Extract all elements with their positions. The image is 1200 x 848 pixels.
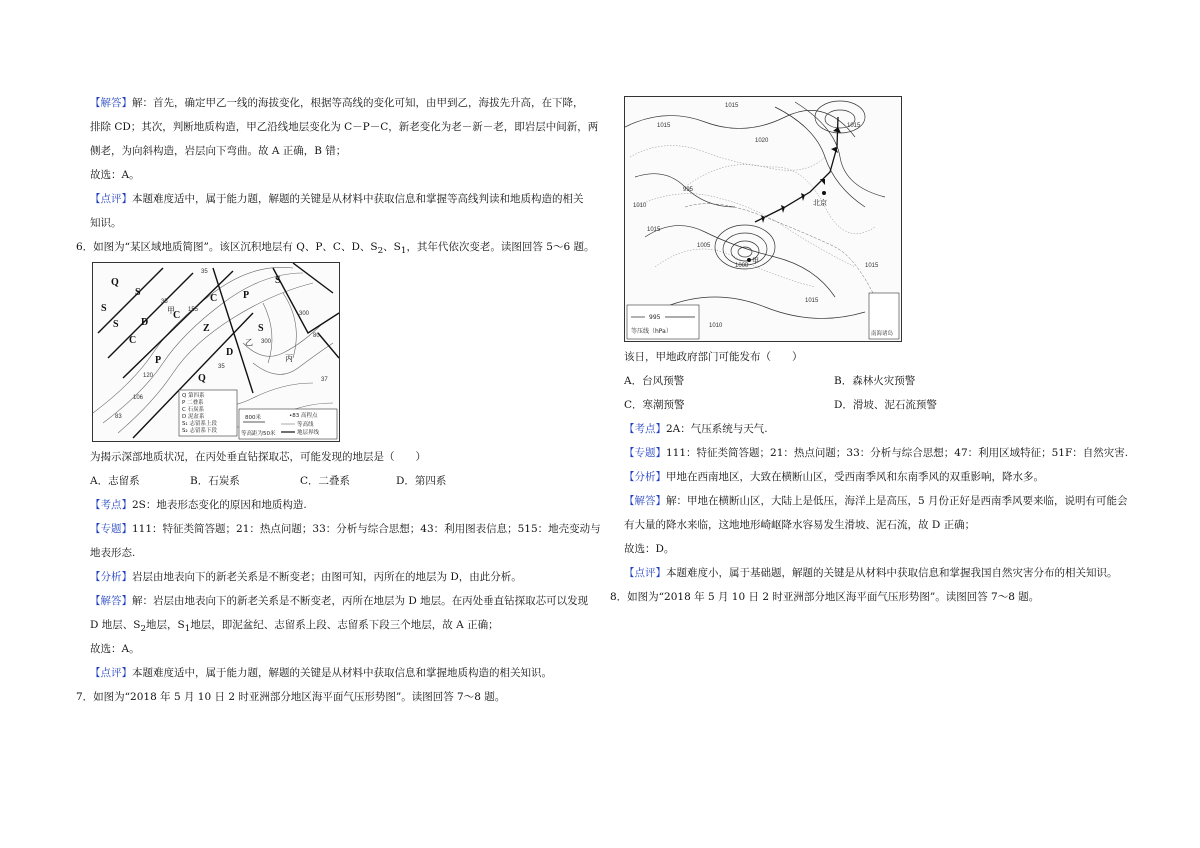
q6-option-a: A．志留系 [90, 475, 140, 487]
q6-option-c: C．二叠系 [300, 475, 351, 487]
legend2-item: •83 高程点 [289, 413, 318, 419]
q5-answer-line-2: 排除 CD；其次，判断地质构造，甲乙沿线地层变化为 C－P－C，新老变化为老－新－老，即岩层中间新，两 [90, 121, 599, 133]
isobar-value: 1015 [725, 103, 739, 109]
q6-fenxi: 【分析】岩层由地表向下的新老关系是不断变老；由图可知，丙所在的地层为 D，由此分析。 [90, 571, 522, 583]
spot-height: 300 [261, 339, 272, 345]
stratum-label: C [173, 310, 181, 321]
q7-zhuanti: 【专题】111：特征类简答题；21：热点问题；33：分析与综合思想；47：利用区域特征；51F：自然灾害. [624, 447, 1129, 459]
spot-height: 37 [321, 377, 328, 383]
legend-isobar-value: 995 [649, 314, 661, 321]
q5-comment-line-1: 【点评】本题难度适中，属于能力题，解题的关键是从材料中获取信息和掌握等高线判读和地质构造的相关 [90, 193, 584, 205]
isobar-value: 1015 [865, 263, 879, 269]
q8-stem: 8．如图为“2018 年 5 月 10 日 2 时亚洲部分地区海平面气压形势图”。读图回答 7～8 题。 [610, 591, 1040, 603]
isobar-value: 1015 [657, 123, 671, 129]
legend-item: C 石炭系 [182, 407, 205, 413]
spot-height: 35 [201, 269, 208, 275]
spot-height: 35 [218, 364, 225, 370]
isobar-value: 1010 [633, 203, 647, 209]
stratum-label: C [129, 335, 137, 346]
q6-option-b: B．石炭系 [190, 475, 240, 487]
isobar-value: 1015 [805, 298, 819, 304]
q7-option-c: C．寒潮预警 [624, 399, 685, 411]
legend-isobar-label: 等压线（hPa） [631, 328, 672, 335]
stratum-label: D [141, 317, 149, 328]
geologic-map-figure [92, 262, 340, 442]
q5-comment-line-2: 知识。 [90, 217, 122, 229]
legend-item: D 泥盆系 [182, 414, 205, 420]
q5-conclusion: 故选：A。 [90, 169, 140, 181]
place-jia: 甲 [752, 257, 759, 265]
weather-map-figure [624, 96, 902, 342]
isobar-value: 1015 [647, 227, 661, 233]
spot-height: 155 [188, 307, 199, 313]
isobar-value: 1020 [755, 138, 769, 144]
q5-answer-line-1: 【解答】解：首先，确定甲乙一线的海拔变化，根据等高线的变化可知，由甲到乙，海拔先升高，在下降， [90, 97, 584, 109]
legend2-item: 等高线 [297, 422, 314, 428]
q7-option-d: D．滑坡、泥石流预警 [834, 399, 937, 411]
q7-fenxi: 【分析】甲地在西南地区，大致在横断山区，受西南季风和东南季风的双重影响，降水多。 [624, 471, 1044, 483]
spot-height: 80 [313, 333, 320, 339]
contour-note: 等高距为50米 [241, 431, 276, 437]
spot-height: 300 [299, 311, 310, 317]
q6-zhuanti-line-1: 【专题】111：特征类简答题；21：热点问题；33：分析与综合思想；43：利用图表信息；515：地壳变动与 [90, 523, 601, 535]
q5-answer-line-3: 侧老，为向斜构造，岩层向下弯曲。故 A 正确，B 错； [90, 145, 347, 157]
q6-conclusion: 故选：A。 [90, 643, 140, 655]
stratum-label: S [135, 287, 141, 298]
stratum-label: S [101, 303, 107, 314]
stratum-label: Z [203, 323, 210, 334]
q7-question: 该日，甲地政府部门可能发布（ ） [624, 351, 803, 363]
q7-conclusion: 故选：D。 [624, 543, 675, 555]
isobar-value: 1010 [709, 323, 723, 329]
q6-option-d: D．第四系 [396, 475, 447, 487]
q7-comment: 【点评】本题难度小，属于基础题，解题的关键是从材料中获取信息和掌握我国自然灾害分布的相关知识。 [624, 567, 1118, 579]
geologic-map-svg [93, 263, 339, 441]
q6-kaodian: 【考点】2S：地表形态变化的原因和地质构造. [90, 499, 307, 511]
q7-option-b: B．森林火灾预警 [834, 375, 916, 387]
legend-item: S₁ 志留系上段 [182, 421, 217, 427]
stratum-label: C [210, 293, 218, 304]
spot-height: 35 [161, 299, 168, 305]
q7-stem: 7．如图为“2018 年 5 月 10 日 2 时亚洲部分地区海平面气压形势图”。读图回答 7～8 题。 [76, 691, 506, 703]
spot-height: 106 [133, 395, 144, 401]
stratum-label: P [243, 290, 250, 301]
q7-kaodian: 【考点】2A：气压系统与天气. [624, 423, 768, 435]
answer-tag: 【解答】 [90, 97, 132, 109]
isobar-value: 1000 [735, 263, 749, 269]
q7-jieda-line-1: 【解答】解：甲地在横断山区，大陆上是低压，海洋上是高压，5 月份正好是西南季风要来临，说明有可能会 [624, 495, 1128, 507]
legend-item: Q 第四系 [182, 393, 205, 399]
place-jia: 甲 [167, 306, 175, 315]
stratum-label: P [155, 355, 162, 366]
weather-map-svg [625, 97, 901, 341]
isobar-value: 995 [683, 187, 694, 193]
stratum-label: D [226, 347, 234, 358]
city-beijing: 北京 [813, 199, 827, 207]
q6-question: 为揭示深部地质状况，在丙处垂直钻探取芯，可能发现的地层是（ ） [90, 451, 426, 463]
place-yi: 乙 [245, 338, 253, 347]
place-bing: 丙 [285, 354, 293, 363]
isobar-value: 1015 [847, 123, 861, 129]
stratum-label: Q [198, 373, 206, 384]
scale-label: 800米 [245, 415, 261, 421]
q6-zhuanti-line-2: 地表形态. [90, 547, 136, 559]
q7-option-a: A．台风预警 [624, 375, 685, 387]
stratum-label: S [113, 319, 119, 330]
q6-stem: 6．如图为“某区域地质简图”。该区沉积地层有 Q、P、C、D、$S_2$、$S_1$，其年代依次变老。读图回答 5～6 题。 [76, 241, 595, 257]
q6-jieda-line-2: D 地层、$S_2$地层，$S_1$地层，即泥盆纪、志留系上段、志留系下段三个地层，故 A 正确； [90, 619, 499, 635]
spot-height: 83 [115, 414, 122, 420]
stratum-label: S [258, 323, 264, 334]
stratum-label: Q [111, 277, 119, 288]
legend-item: P 二叠系 [182, 400, 204, 406]
q6-comment: 【点评】本题难度适中，属于能力题，解题的关键是从材料中获取信息和掌握地质构造的相关知识。 [90, 667, 552, 679]
spot-height: 120 [143, 373, 154, 379]
comment-tag: 【点评】 [90, 193, 132, 205]
q7-jieda-line-2: 有大量的降水来临，这地地形崎岖降水容易发生滑坡、泥石流，故 D 正确； [624, 519, 976, 531]
legend-item: S₂ 志留系下段 [182, 428, 217, 434]
stratum-label: S [275, 275, 281, 286]
legend2-item: 地层界线 [297, 430, 320, 436]
q6-jieda-line-1: 【解答】解：岩层由地表向下的新老关系是不断变老，丙所在地层为 D 地层。在丙处垂直钻探取芯可以发现 [90, 595, 589, 607]
isobar-value: 1005 [697, 243, 711, 249]
inset-label: 南海诸岛 [871, 331, 894, 337]
